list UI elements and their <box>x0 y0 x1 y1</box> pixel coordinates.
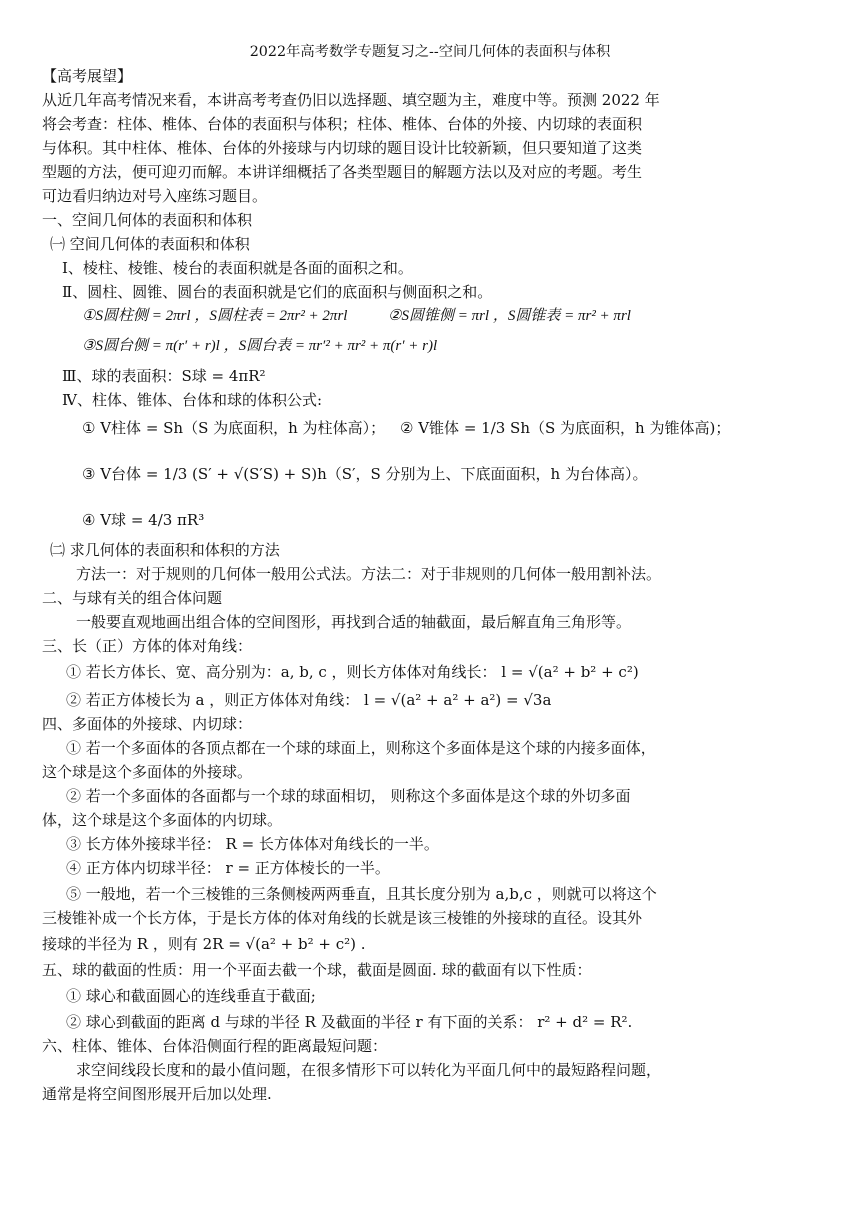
paragraph: Ⅱ、圆柱、圆锥、圆台的表面积就是它们的底面积与侧面积之和。 <box>62 283 493 301</box>
formula-sphere-area: Ⅲ、球的表面积：S球 = 4πR² <box>62 367 266 385</box>
formula-prism-volume: ① V柱体 = Sh（S 为底面积，h 为柱体高）； <box>82 419 386 437</box>
section-heading-4: 四、多面体的外接球、内切球： <box>42 715 253 733</box>
outlook-line: 与体积。其中柱体、椎体、台体的外接球与内切球的题目设计比较新颖，但只要知道了这类 <box>42 139 643 157</box>
outlook-line: 从近几年高考情况来看，本讲高考考查仍旧以选择题、填空题为主，难度中等。预测 2022 年 <box>42 91 660 109</box>
section-heading-3: 三、长（正）方体的体对角线： <box>42 637 253 655</box>
paragraph: 这个球是这个多面体的外接球。 <box>42 763 253 781</box>
section-heading-2: 二、与球有关的组合体问题 <box>42 589 223 607</box>
document-title: 2022年高考数学专题复习之--空间几何体的表面积与体积 <box>249 44 611 60</box>
paragraph: 通常是将空间图形展开后加以处理. <box>42 1085 272 1103</box>
outlook-line: 将会考查：柱体、椎体、台体的表面积与体积；柱体、椎体、台体的外接、内切球的表面积 <box>42 115 643 133</box>
formula-pyramid-volume: ② V锥体 = 1/3 Sh（S 为底面积，h 为锥体高)； <box>400 419 731 437</box>
list-item: ① 若长方体长、宽、高分别为：a, b, c ，则长方体体对角线长： l = √(a² + b² + c²) <box>66 663 639 681</box>
paragraph: 体，这个球是这个多面体的内切球。 <box>42 811 283 829</box>
paragraph: ② 若一个多面体的各面都与一个球的球面相切， 则称这个多面体是这个球的外切多面 <box>66 787 631 805</box>
paragraph: ⑤ 一般地，若一个三棱锥的三条侧棱两两垂直，且其长度分别为 a,b,c ，则就可以将这个 <box>66 885 657 903</box>
paragraph: 求空间线段长度和的最小值问题，在很多情形下可以转化为平面几何中的最短路程问题， <box>76 1061 662 1079</box>
outlook-line: 可边看归纳边对号入座练习题目。 <box>42 187 268 205</box>
list-item: ② 球心到截面的距离 d 与球的半径 R 及截面的半径 r 有下面的关系： r² + d² = R². <box>66 1013 633 1031</box>
paragraph: Ⅰ、棱柱、棱锥、棱台的表面积就是各面的面积之和。 <box>62 259 413 277</box>
outlook-header: 【高考展望】 <box>42 67 133 85</box>
formula-frustum-area: ③S圆台侧 = π(r′ + r)l ，S圆台表 = πr′² + πr² + π(r′ + r)l <box>82 338 438 354</box>
section-heading-1: 一、空间几何体的表面积和体积 <box>42 211 253 229</box>
list-item: ③ 长方体外接球半径： R = 长方体体对角线长的一半。 <box>66 835 439 853</box>
paragraph: 一般要直观地画出组合体的空间图形，再找到合适的轴截面，最后解直角三角形等。 <box>76 613 632 631</box>
formula-sphere-volume: ④ V球 = 4/3 πR³ <box>82 511 205 529</box>
paragraph: 三棱锥补成一个长方体，于是长方体的体对角线的长就是该三棱锥的外接球的直径。设其外 <box>42 909 643 927</box>
subsection-heading: ㈠ 空间几何体的表面积和体积 <box>50 235 250 253</box>
paragraph: 方法一：对于规则的几何体一般用公式法。方法二：对于非规则的几何体一般用割补法。 <box>76 565 662 583</box>
outlook-line: 型题的方法，便可迎刃而解。本讲详细概括了各类型题目的解题方法以及对应的考题。考生 <box>42 163 643 181</box>
list-item: ② 若正方体棱长为 a ，则正方体体对角线： l = √(a² + a² + a²) = √3a <box>66 691 552 709</box>
section-heading-5: 五、球的截面的性质：用一个平面去截一个球，截面是圆面. 球的截面有以下性质： <box>42 961 592 979</box>
paragraph: 接球的半径为 R ，则有 2R = √(a² + b² + c²) . <box>42 935 366 953</box>
paragraph: Ⅳ、柱体、锥体、台体和球的体积公式: <box>62 391 323 409</box>
list-item: ④ 正方体内切球半径： r = 正方体棱长的一半。 <box>66 859 390 877</box>
section-heading-6: 六、柱体、锥体、台体沿侧面行程的距离最短问题： <box>42 1037 388 1055</box>
formula-cone-area: ②S圆锥侧 = πrl ，S圆锥表 = πr² + πrl <box>388 308 631 324</box>
list-item: ① 球心和截面圆心的连线垂直于截面; <box>66 987 316 1005</box>
paragraph: ① 若一个多面体的各顶点都在一个球的球面上，则称这个多面体是这个球的内接多面体， <box>66 739 656 757</box>
formula-frustum-volume: ③ V台体 = 1/3 (S′ + √(S′S) + S)h（S′，S 分别为上、下底面面积，h 为台体高）。 <box>82 465 648 483</box>
subsection-heading: ㈡ 求几何体的表面积和体积的方法 <box>50 541 280 559</box>
formula-cylinder-area: ①S圆柱侧 = 2πrl ，S圆柱表 = 2πr² + 2πrl <box>82 308 348 324</box>
